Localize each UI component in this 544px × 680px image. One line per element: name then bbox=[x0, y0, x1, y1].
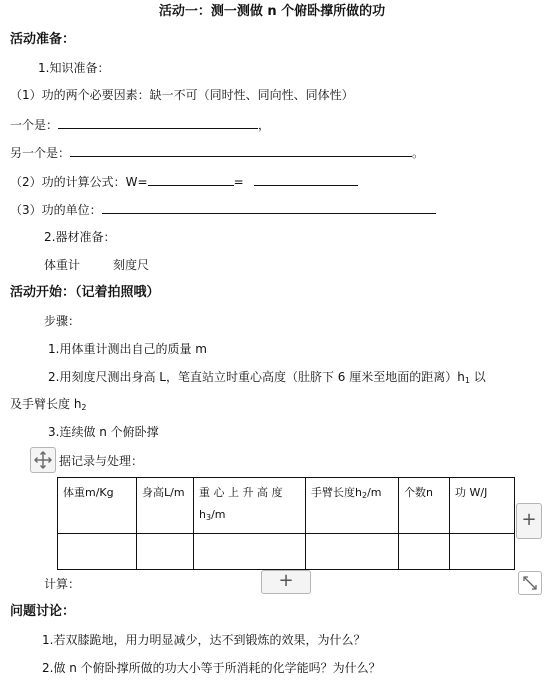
equipment-prep: 2.器材准备： bbox=[44, 230, 116, 244]
cell-count[interactable] bbox=[399, 534, 450, 570]
unit-label: （3）功的单位： bbox=[10, 203, 102, 217]
header-rise-line2 bbox=[199, 504, 300, 529]
factor-other-line bbox=[10, 144, 424, 161]
factor-one-end: ， bbox=[258, 118, 271, 132]
formula-blank-1[interactable] bbox=[148, 173, 234, 186]
question-1: 1.若双膝跪地，用力明显减少，达不到锻炼的效果，为什么？ bbox=[42, 633, 366, 647]
step-2-text: 2.用刻度尺测出身高 L，笔直站立时重心高度（肚脐下 6 厘米至地面的距离）h bbox=[48, 370, 465, 384]
header-weight[interactable]: 体重m/Kg bbox=[58, 478, 137, 534]
steps-label: 步骤： bbox=[44, 314, 81, 328]
step-2-cont-text: 及手臂长度 h bbox=[10, 397, 82, 411]
step-2-continued bbox=[10, 396, 87, 416]
step-1: 1.用体重计测出自己的质量 m bbox=[48, 342, 207, 356]
header-rise[interactable] bbox=[194, 478, 306, 534]
cell-rise[interactable] bbox=[194, 534, 306, 570]
prep-heading: 活动准备： bbox=[10, 32, 76, 47]
add-row-button[interactable] bbox=[261, 570, 311, 594]
step-2-sub2: 2 bbox=[81, 403, 87, 412]
factor-other-label: 另一个是： bbox=[10, 146, 71, 160]
unit-blank[interactable] bbox=[102, 201, 436, 214]
cell-height[interactable] bbox=[137, 534, 194, 570]
add-column-button[interactable] bbox=[516, 503, 542, 539]
header-rise-h: h bbox=[199, 508, 206, 521]
header-count[interactable]: 个数n bbox=[399, 478, 450, 534]
equipment-scale: 体重计 bbox=[44, 258, 81, 272]
header-height[interactable]: 身高L/m bbox=[137, 478, 194, 534]
knowledge-prep: 1.知识准备： bbox=[38, 61, 110, 75]
factor-one-blank[interactable] bbox=[58, 116, 258, 129]
header-rise-line1: 重 心 上 升 高 度 bbox=[199, 486, 283, 499]
unit-line bbox=[10, 201, 436, 218]
header-arm-unit: /m bbox=[367, 486, 382, 499]
factor-one-line bbox=[10, 116, 270, 133]
step-2-tail: 以 bbox=[469, 370, 486, 384]
record-label: 据记录与处理： bbox=[59, 454, 144, 468]
header-rise-unit: /m bbox=[211, 508, 226, 521]
cell-work[interactable] bbox=[450, 534, 515, 570]
step-3: 3.连续做 n 个俯卧撑 bbox=[48, 425, 159, 439]
record-table bbox=[57, 477, 515, 570]
formula-line bbox=[10, 173, 358, 190]
formula-eq: = bbox=[233, 175, 244, 189]
header-rise-sub: 3 bbox=[205, 513, 212, 522]
plus-icon: + bbox=[521, 509, 537, 530]
resize-icon bbox=[519, 572, 541, 594]
resize-handle[interactable] bbox=[518, 571, 542, 595]
page-title: 活动一：测一测做 n 个俯卧撑所做的功 bbox=[158, 4, 386, 19]
move-handle-icon[interactable] bbox=[30, 447, 56, 473]
header-work[interactable]: 功 W/J bbox=[450, 478, 515, 534]
factor-other-end: 。 bbox=[412, 146, 425, 160]
header-arm-text: 手臂长度h bbox=[311, 486, 362, 499]
factor-one-label: 一个是： bbox=[10, 118, 59, 132]
header-arm[interactable] bbox=[306, 478, 399, 534]
formula-label: （2）功的计算公式：W= bbox=[10, 175, 148, 189]
plus-icon: + bbox=[278, 570, 294, 591]
table-row bbox=[58, 534, 515, 570]
cell-arm[interactable] bbox=[306, 534, 399, 570]
cell-weight[interactable] bbox=[58, 534, 137, 570]
question-2: 2.做 n 个俯卧撑所做的功大小等于所消耗的化学能吗？为什么？ bbox=[42, 661, 381, 675]
step-2 bbox=[48, 369, 486, 389]
header-arm-sub: 2 bbox=[361, 491, 368, 500]
start-heading: 活动开始：（记着拍照哦） bbox=[10, 285, 160, 300]
calc-label: 计算： bbox=[44, 577, 81, 591]
work-factors: （1）功的两个必要因素：缺一不可（同时性、同向性、同体性） bbox=[10, 88, 354, 102]
table-header-row bbox=[58, 478, 515, 534]
factor-other-blank[interactable] bbox=[70, 144, 412, 157]
move-arrows-icon bbox=[31, 448, 55, 472]
discussion-heading: 问题讨论： bbox=[10, 604, 76, 619]
equipment-ruler: 刻度尺 bbox=[113, 258, 150, 272]
step-2-sub1: 1 bbox=[464, 376, 470, 385]
formula-blank-2[interactable] bbox=[254, 173, 358, 186]
